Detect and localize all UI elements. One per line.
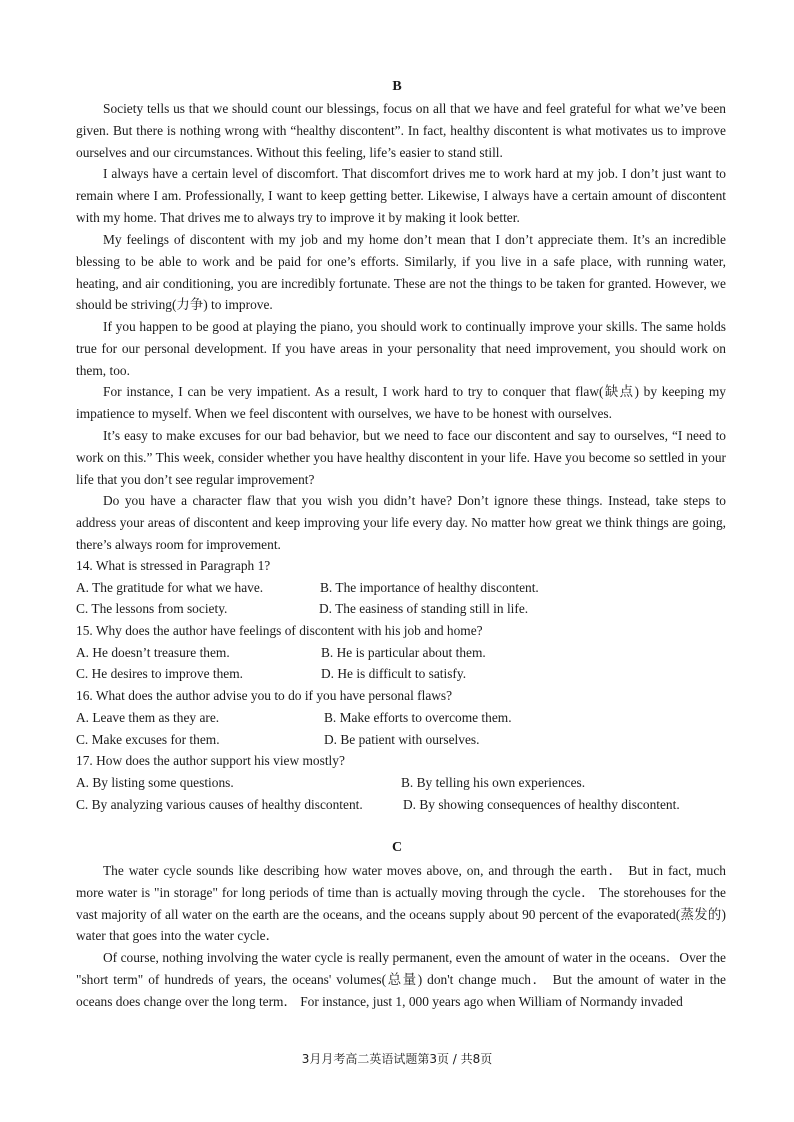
question-16-stem: 16. What does the author advise you to do if you have personal flaws?	[76, 688, 453, 703]
section-c-paragraph-1: The water cycle sounds like describing how water moves above, on, and through the earth． But in fact, much more water is "in storage" for long periods of time than is actually moving through the cycle． The storehouses for the vast majority of all water on the earth are the oceans, and the oceans supply about 90 percent of the evaporated(蒸发的) water that goes into the water cycle．	[76, 863, 726, 944]
question-17-option-c: C. By analyzing various causes of healthy discontent.	[76, 797, 363, 812]
question-14-option-a: A. The gratitude for what we have.	[76, 580, 264, 595]
section-b-paragraph-6: It’s easy to make excuses for our bad behavior, but we need to face our discontent and say to ourselves, “I need to work on this.” This week, consider whether you have healthy discontent in your life. Have you become so settled in your life that you don’t see regular improvement?	[76, 428, 726, 487]
section-b-paragraph-3: My feelings of discontent with my job and my home don’t mean that I don’t appreciate them. It’s an incredible blessing to be able to work and be paid for one’s efforts. Similarly, if you live in a safe place, with running water, heating, and air conditioning, you are incredibly fortunate. These are not the things to be taken for granted. However, we should be striving(力争) to improve.	[76, 232, 726, 313]
question-14-option-c: C. The lessons from society.	[76, 601, 228, 616]
question-16-option-d: D. Be patient with ourselves.	[324, 732, 480, 747]
question-14-stem: 14. What is stressed in Paragraph 1?	[76, 558, 271, 573]
question-17-option-d: D. By showing consequences of healthy discontent.	[403, 797, 680, 812]
question-16-option-c: C. Make excuses for them.	[76, 732, 220, 747]
question-17-option-a: A. By listing some questions.	[76, 775, 234, 790]
section-b-paragraph-5: For instance, I can be very impatient. As a result, I work hard to try to conquer that flaw(缺点) by keeping my impatience to myself. When we feel discontent with ourselves, we have to be honest with ourselves.	[76, 384, 726, 421]
question-15-option-a: A. He doesn’t treasure them.	[76, 645, 230, 660]
section-c-heading: C	[391, 840, 403, 855]
question-15-option-d: D. He is difficult to satisfy.	[321, 666, 467, 681]
question-17-option-b: B. By telling his own experiences.	[401, 775, 586, 790]
section-b-paragraph-2: I always have a certain level of discomfort. That discomfort drives me to work hard at my job. I don’t just want to remain where I am. Professionally, I want to keep getting better. Likewise, I always have a certain amount of discontent with my home. That drives me to always try to improve it by making it look better.	[76, 166, 726, 225]
question-14-option-b: B. The importance of healthy discontent.	[320, 580, 539, 595]
question-17-stem: 17. How does the author support his view mostly?	[76, 753, 345, 768]
question-16-option-b: B. Make efforts to overcome them.	[324, 710, 512, 725]
question-15-option-b: B. He is particular about them.	[321, 645, 486, 660]
question-16-option-a: A. Leave them as they are.	[76, 710, 220, 725]
section-b-paragraph-4: If you happen to be good at playing the piano, you should work to continually improve your skills. The same holds true for our personal development. If you have areas in your personality that need improvement, you should work on them, too.	[76, 319, 726, 378]
section-c-paragraph-2: Of course, nothing involving the water cycle is really permanent, even the amount of water in the oceans．Over the "short term" of hundreds of years, the oceans' volumes(总量) don't change much． But the amount of water in the oceans does change over the long term． For instance, just 1, 000 years ago when William of Normandy invaded	[76, 950, 726, 1009]
section-b-heading: B	[392, 79, 402, 94]
page-footer: 3月月考高二英语试题第3页 / 共8页	[301, 1052, 493, 1066]
section-b-paragraph-1: Society tells us that we should count our blessings, focus on all that we have and feel grateful for what we’ve been given. But there is nothing wrong with “healthy discontent”. In fact, healthy discontent is what motivates us to improve ourselves and our circumstances. Without this feeling, life’s easier to stand still.	[76, 101, 726, 160]
question-14-option-d: D. The easiness of standing still in life.	[319, 601, 529, 616]
section-b-paragraph-7: Do you have a character flaw that you wish you didn’t have? Don’t ignore these things. Instead, take steps to address your areas of discontent and keep improving your life every day. No matter how great we think things are going, there’s always room for improvement.	[76, 493, 726, 552]
question-15-stem: 15. Why does the author have feelings of discontent with his job and home?	[76, 623, 483, 638]
question-15-option-c: C. He desires to improve them.	[76, 666, 243, 681]
